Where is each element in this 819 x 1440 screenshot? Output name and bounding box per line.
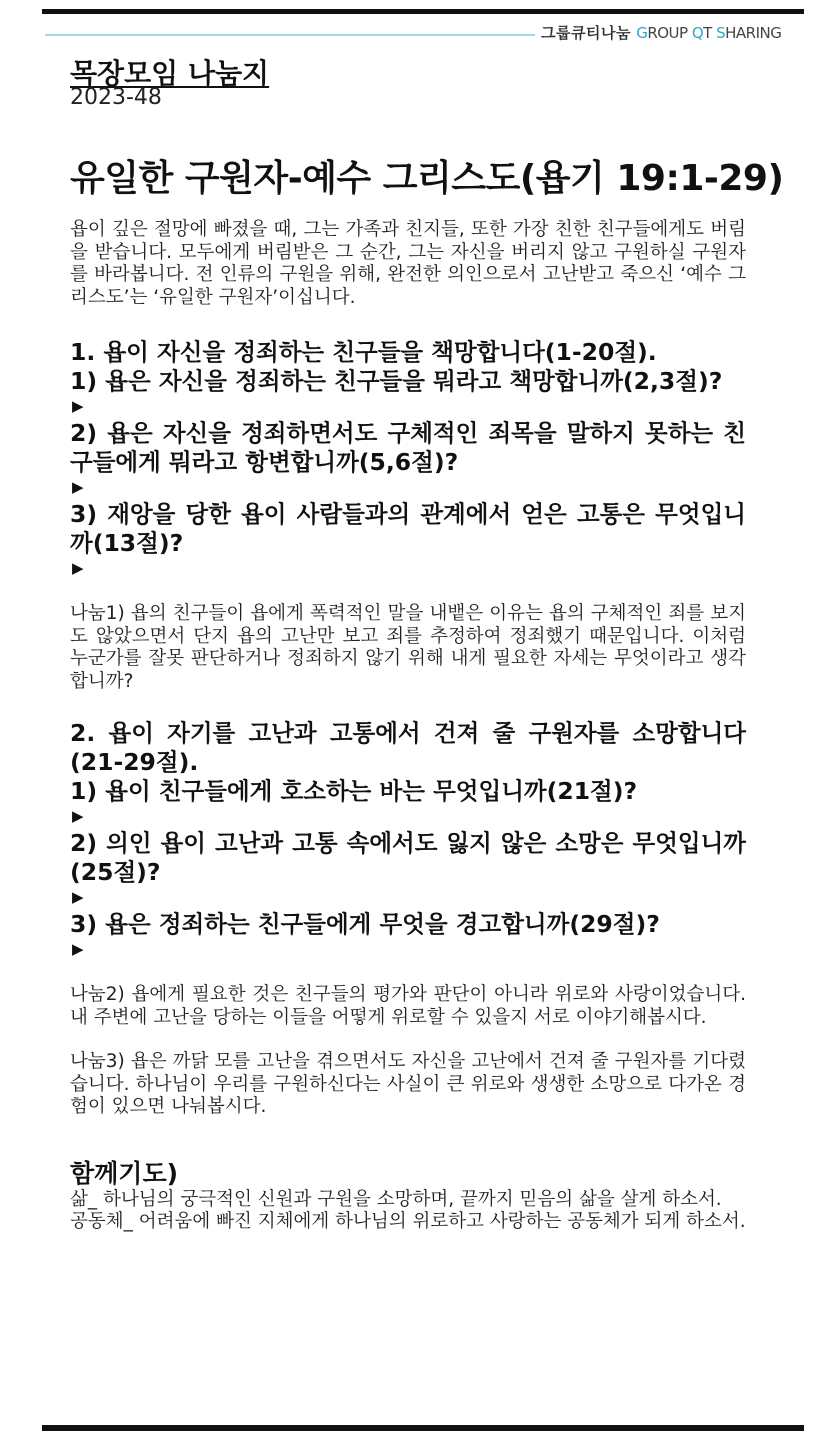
section-1-heading: 1. 욥이 자신을 정죄하는 친구들을 책망합니다(1-20절). [70,338,657,366]
section-2-question-1: 1) 욥이 친구들에게 호소하는 바는 무엇입니까(21절)? [70,777,638,805]
answer-arrow-icon: ▶ [72,807,84,825]
answer-arrow-icon: ▶ [72,478,84,496]
document-title: 목장모임 나눔지 [70,57,270,90]
answer-arrow-icon: ▶ [72,888,84,906]
brand-korean: 그룹큐티나눔 [541,24,631,42]
answer-arrow-icon: ▶ [72,397,84,415]
page-title: 유일한 구원자-예수 그리스도(욥기 19:1-29) [70,158,784,199]
brand-logo [541,22,781,43]
answer-arrow-icon: ▶ [72,940,84,958]
section-1-question-3: 3) 재앙을 당한 욥이 사람들과의 관계에서 얻은 고통은 무엇입니까(13절)? [70,500,746,557]
prayer-community: 공동체_ 어려움에 빠진 지체에게 하나님의 위로하고 사랑하는 공동체가 되게 하소서. [70,1211,746,1232]
share-2-paragraph: 나눔2) 욥에게 필요한 것은 친구들의 평가와 판단이 아니라 위로와 사랑이었습니다. 내 주변에 고난을 당하는 이들을 어떻게 위로할 수 있을지 서로 이야기해봅시다. [70,984,746,1028]
prayer-title: 함께기도) [70,1158,179,1188]
content [70,219,746,1234]
intro-paragraph: 욥이 깊은 절망에 빠졌을 때, 그는 가족과 친지들, 또한 가장 친한 친구들에게도 버림을 받습니다. 모두에게 버림받은 그 순간, 그는 자신을 버리지 않고 구원하실 구원자를 바라봅니다. 전 인류의 구원을 위해, 완전한 의인으로서 고난받고 죽으신 ‘예수 그리스도’는 ‘유일한 구원자’이십니다. [70,219,746,308]
header-accent-line [45,34,535,36]
section-2-question-2: 2) 의인 욥이 고난과 고통 속에서도 잃지 않은 소망은 무엇입니까(25절)? [70,829,746,886]
bottom-rule [42,1425,804,1431]
section-1-question-2: 2) 욥은 자신을 정죄하면서도 구체적인 죄목을 말하지 못하는 친구들에게 뭐라고 항변합니까(5,6절)? [70,419,746,476]
top-rule [42,9,804,14]
share-1-paragraph: 나눔1) 욥의 친구들이 욥에게 폭력적인 말을 내뱉은 이유는 욥의 구체적인 죄를 보지도 않았으면서 단지 욥의 고난만 보고 죄를 추정하여 정죄했기 때문입니다. 이처럼 누군가를 잘못 판단하거나 정죄하지 않기 위해 내게 필요한 자세는 무엇이라고 생각합니까? [70,603,746,692]
section-2-heading: 2. 욥이 자기를 고난과 고통에서 건져 줄 구원자를 소망합니다(21-29절). [70,719,746,776]
section-1-question-1: 1) 욥은 자신을 정죄하는 친구들을 뭐라고 책망합니까(2,3절)? [70,367,723,395]
section-2-question-3: 3) 욥은 정죄하는 친구들에게 무엇을 경고합니까(29절)? [70,910,660,938]
answer-arrow-icon: ▶ [72,559,84,577]
document-number: 2023-48 [70,85,162,110]
share-3-paragraph: 나눔3) 욥은 까닭 모를 고난을 겪으면서도 자신을 고난에서 건져 줄 구원자를 기다렸습니다. 하나님이 우리를 구원하신다는 사실이 큰 위로와 생생한 소망으로 다가온 경험이 있으면 나눠봅시다. [70,1051,746,1117]
prayer-life: 삶_ 하나님의 궁극적인 신원과 구원을 소망하며, 끝까지 믿음의 삶을 살게 하소서. [70,1188,722,1210]
brand-english: GROUP QT SHARING [636,24,782,42]
